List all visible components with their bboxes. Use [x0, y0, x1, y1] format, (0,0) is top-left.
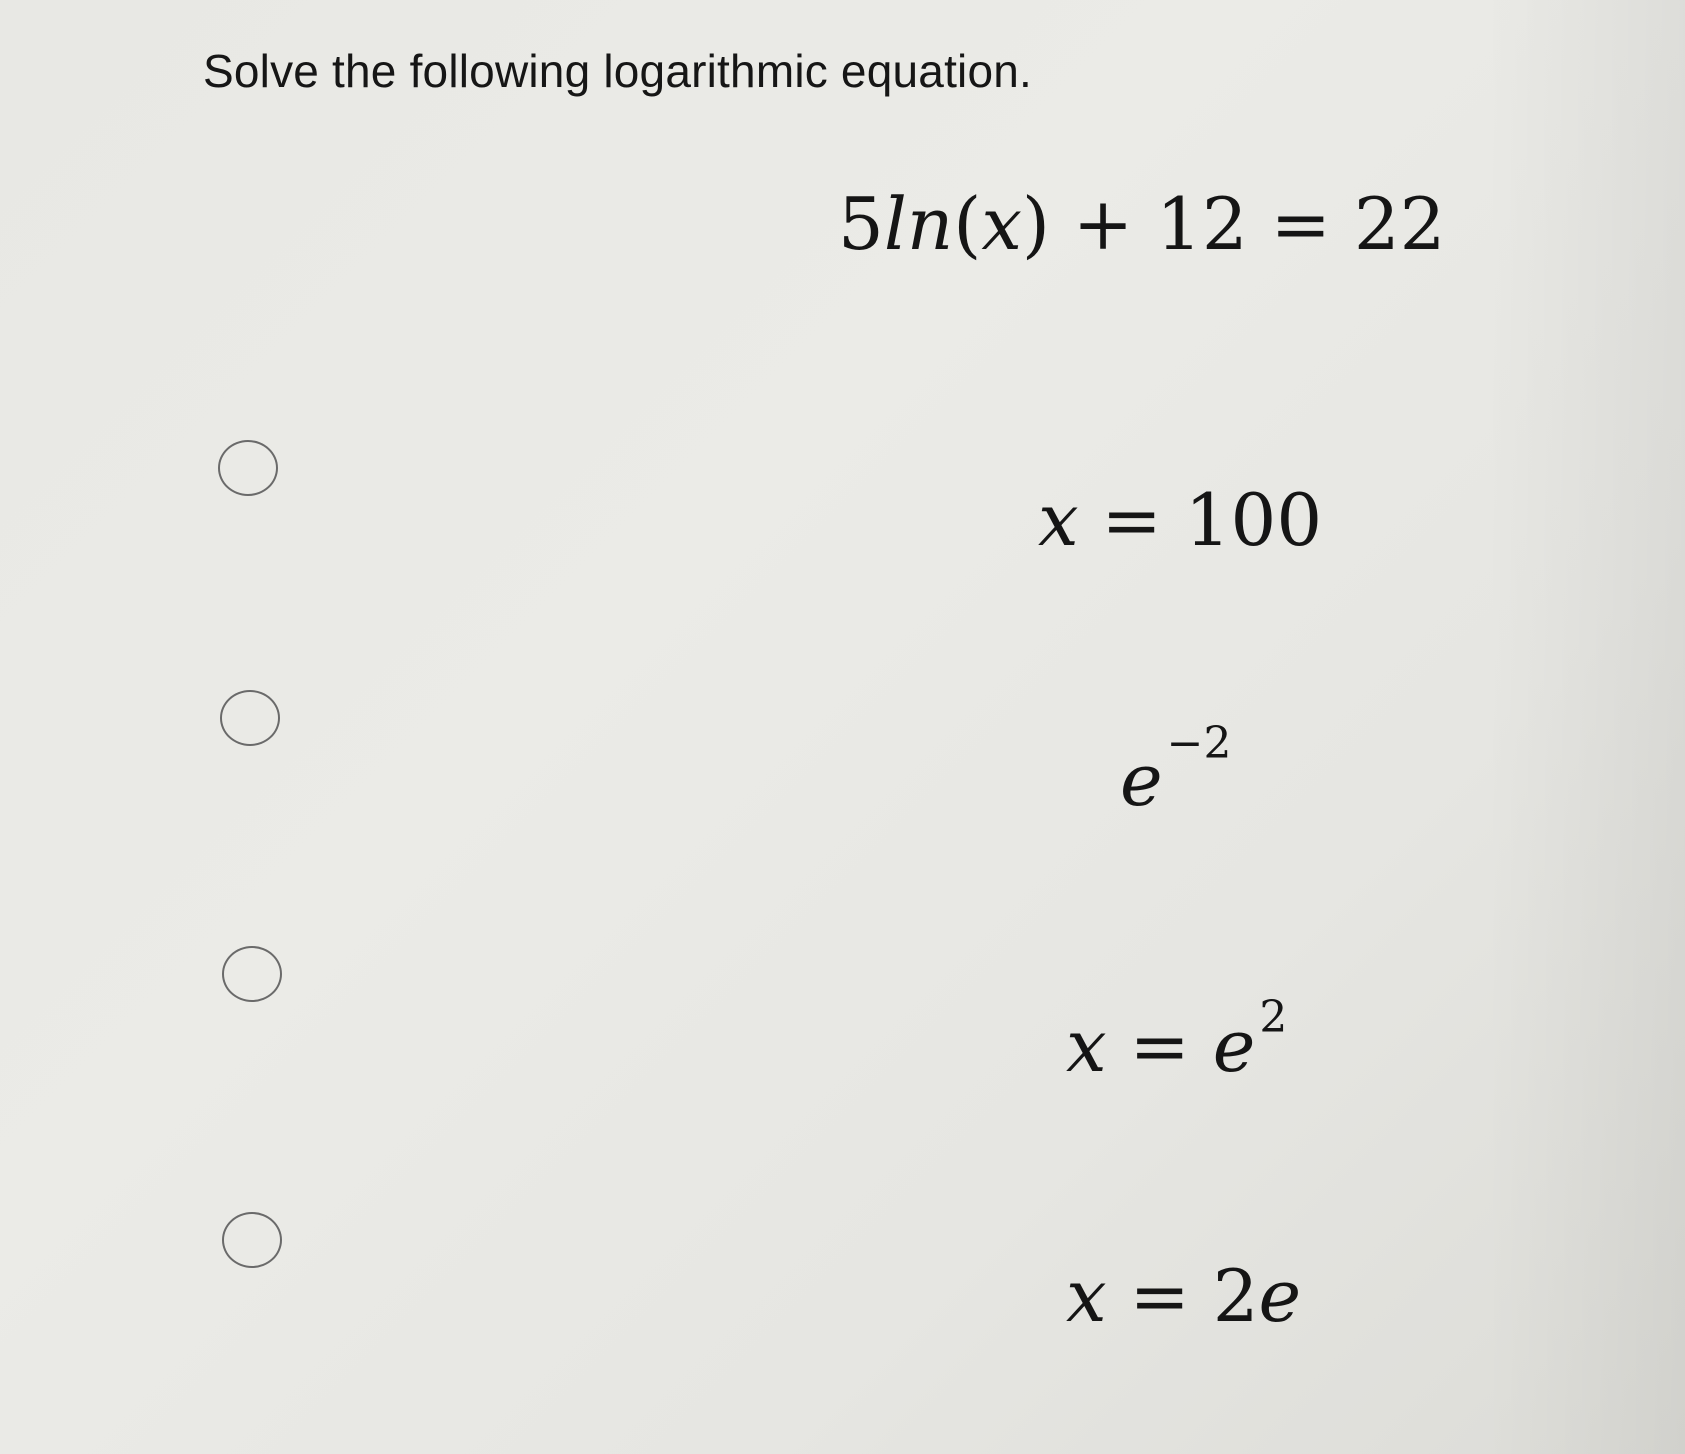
option-2-label[interactable] [1120, 718, 1232, 822]
equation-plus: + [1050, 182, 1157, 266]
option-3-radio[interactable] [222, 946, 282, 1002]
option-3-variable: x [1066, 1004, 1107, 1088]
option-3-base: e [1212, 1004, 1256, 1088]
equation-coefficient: 5 [838, 182, 884, 266]
option-4-equals: = [1106, 1254, 1213, 1338]
equation-left-paren: ( [953, 182, 982, 266]
option-3-equals: = [1106, 1004, 1213, 1088]
option-4-variable: x [1066, 1254, 1107, 1338]
equation-variable: x [981, 182, 1022, 266]
option-1-variable: x [1038, 478, 1079, 562]
option-1-value: 100 [1184, 478, 1323, 562]
equation-rhs: 22 [1353, 182, 1446, 266]
equation [838, 182, 1446, 266]
option-4-base: e [1258, 1254, 1302, 1338]
equation-function: ln [883, 182, 954, 266]
option-2-radio[interactable] [220, 690, 280, 746]
question-prompt: Solve the following logarithmic equation. [203, 45, 1033, 97]
option-4-radio[interactable] [222, 1212, 282, 1268]
option-1-radio[interactable] [218, 440, 278, 496]
option-3-exponent: 2 [1259, 992, 1288, 1043]
equation-right-paren: ) [1021, 182, 1051, 266]
option-4-label[interactable] [1066, 1254, 1302, 1338]
option-4-coefficient: 2 [1212, 1254, 1259, 1338]
screen-shading [1485, 0, 1685, 1454]
option-2-base: e [1120, 738, 1163, 822]
option-3-label[interactable] [1066, 992, 1288, 1088]
equation-constant: 12 [1156, 182, 1248, 266]
option-1-label[interactable] [1038, 478, 1323, 562]
equation-equals: = [1247, 182, 1354, 266]
option-1-equals: = [1078, 478, 1185, 562]
option-2-exponent: −2 [1166, 718, 1232, 769]
